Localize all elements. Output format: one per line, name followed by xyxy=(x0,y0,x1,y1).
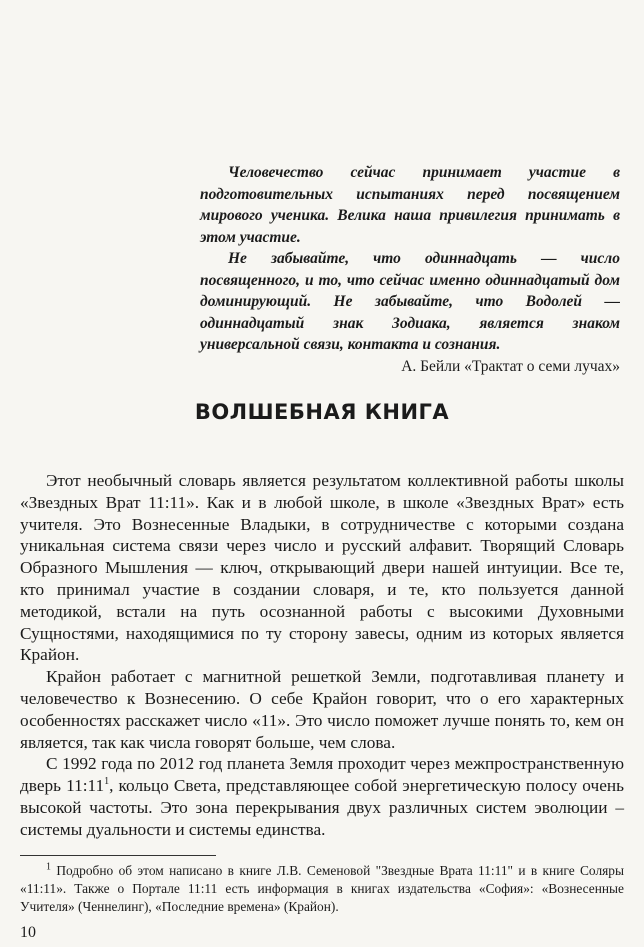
footnote-mark: 1 xyxy=(46,861,51,873)
epigraph-paragraph: Не забывайте, что одиннадцать — число посвященного, и то, что сейчас именно одиннадцатый дом доминирующий. Не забывайте, что Водолей — одиннадцатый знак Зодиака, является знаком универсальной связи, контакта и сознания. xyxy=(200,250,620,353)
chapter-title: ВОЛШЕБНАЯ КНИГА xyxy=(194,400,450,424)
footnote-reference[interactable]: 1 xyxy=(104,776,110,788)
epigraph xyxy=(200,162,620,377)
epigraph-paragraph: Человечество сейчас принимает участие в подготовительных испытаниях перед посвящением мирового ученика. Велика наша привилегия принимать в этом участие. xyxy=(200,164,620,246)
body-text-before-note: С 1992 года по 2012 год планета Земля проходит через межпространственную дверь 11:11 xyxy=(20,754,624,796)
footnote-text: Подробно об этом написано в книге Л.В. Семеновой "Звездные Врата 11:11" и в книге Соляры «11:11». Также о Портале 11:11 есть информация в книгах издательства «София»: «Вознесенные Учителя» (Ченнелинг), «Последние времена» (Крайон). xyxy=(20,863,624,914)
footnote-divider xyxy=(20,855,216,856)
body-text-after-note: , кольцо Света, представляющее собой энергетическую полосу очень высокой частоты. Это зона перекрывания двух различных систем эволюции – системы дуальности и системы единства. xyxy=(20,776,624,839)
body-paragraph-last xyxy=(20,753,624,840)
epigraph-source: А. Бейли «Трактат о семи лучах» xyxy=(401,357,620,375)
body-paragraph: Этот необычный словарь является результатом коллективной работы школы «Звездных Врат 11:11». Как и в любой школе, в школе «Звездных Врат» есть учителя. Это Вознесенные Владыки, в сотрудничестве с которыми создана уникальная система связи через число и русский алфавит. Творящий Словарь Образного Мышления — ключ, открывающий двери нашей интуиции. Все те, кто принимал участие в создании словаря, и те, кто пользуется данной методикой, встали на путь осознанной работы с высокими Духовными Сущностями, находящимися по ту сторону завесы, одним из которых является Крайон. xyxy=(20,471,624,665)
page-number: 10 xyxy=(20,924,36,941)
body-paragraph: Крайон работает с магнитной решеткой Земли, подготавливая планету и человечество к Вознесению. О себе Крайон говорит, что о его характерных особенностях расскажет число «11». Это число поможет лучше понять то, кем он является, так как числа говорят больше, чем слова. xyxy=(20,667,624,752)
footnote xyxy=(20,862,624,916)
body-text xyxy=(20,470,624,841)
